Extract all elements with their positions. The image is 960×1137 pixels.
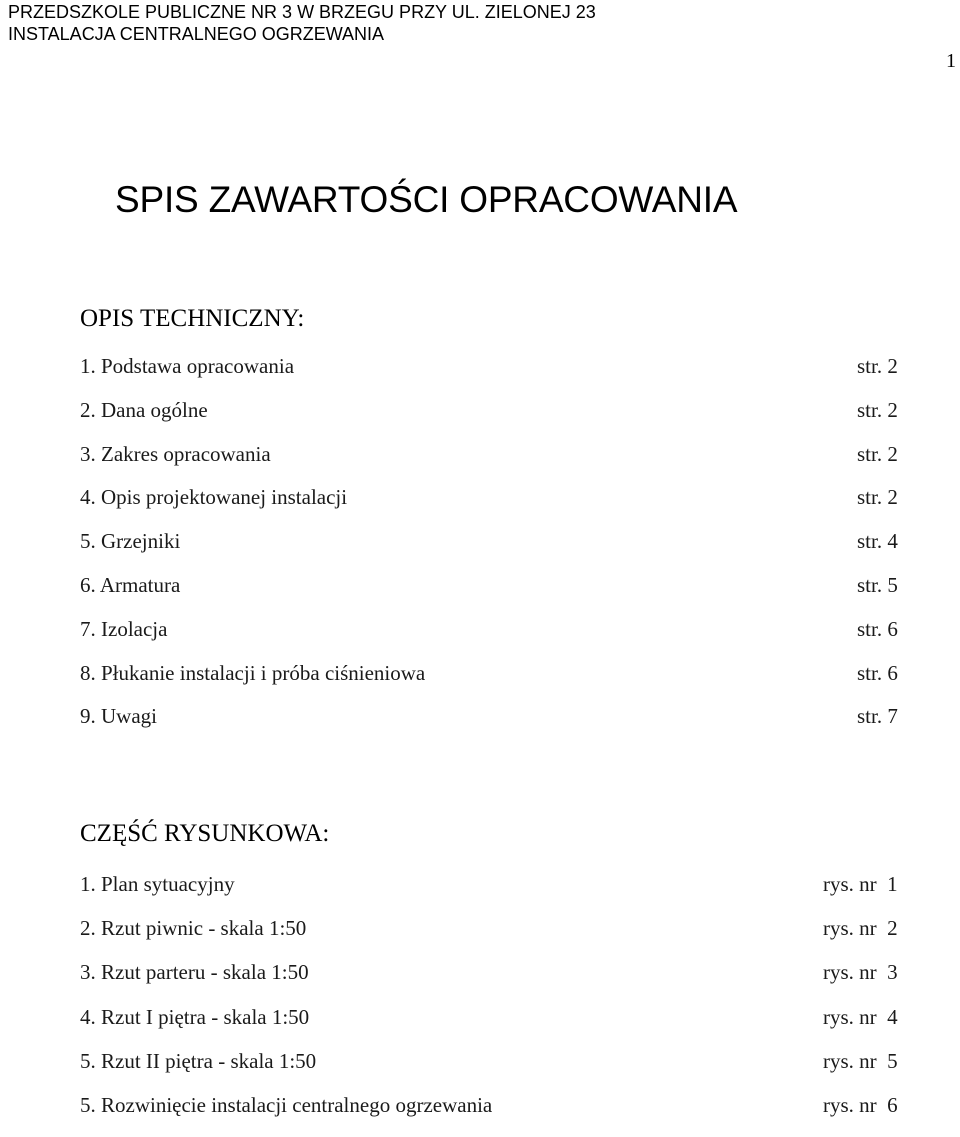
toc-item-drawing-number: rys. nr 6 bbox=[823, 1092, 898, 1117]
toc-item-label: 3. Rzut parteru - skala 1:50 bbox=[80, 960, 309, 985]
toc-row bbox=[80, 661, 912, 705]
toc-item-page: str. 2 bbox=[857, 441, 898, 466]
toc-item-label: 7. Izolacja bbox=[80, 616, 168, 641]
toc-row bbox=[80, 872, 912, 916]
toc-item-page: str. 5 bbox=[857, 572, 898, 597]
toc-item-label: 4. Opis projektowanej instalacji bbox=[80, 485, 348, 510]
toc-item-label: 9. Uwagi bbox=[80, 704, 157, 729]
toc-item-page: str. 4 bbox=[857, 529, 898, 554]
toc-item-label: 2. Rzut piwnic - skala 1:50 bbox=[80, 916, 307, 941]
toc-item-drawing-number: rys. nr 5 bbox=[823, 1048, 898, 1073]
document-header-line-1: PRZEDSZKOLE PUBLICZNE NR 3 W BRZEGU PRZY UL. ZIELONEJ 23 bbox=[8, 2, 596, 22]
toc-item-page: str. 7 bbox=[857, 704, 898, 729]
toc-row bbox=[80, 1093, 912, 1137]
drawings-heading: CZĘŚĆ RYSUNKOWA: bbox=[80, 820, 330, 847]
toc-item-label: 6. Armatura bbox=[80, 572, 181, 597]
toc-item-drawing-number: rys. nr 4 bbox=[823, 1004, 898, 1029]
technical-contents-list bbox=[80, 354, 912, 748]
toc-row bbox=[80, 485, 912, 529]
toc-row bbox=[80, 960, 912, 1004]
toc-item-drawing-number: rys. nr 2 bbox=[823, 916, 898, 941]
toc-row bbox=[80, 1049, 912, 1093]
toc-item-label: 5. Rozwinięcie instalacji centralnego ogrzewania bbox=[80, 1092, 493, 1117]
toc-item-page: str. 2 bbox=[857, 485, 898, 510]
toc-row bbox=[80, 354, 912, 398]
toc-item-label: 8. Płukanie instalacji i próba ciśnieniowa bbox=[80, 660, 426, 685]
toc-item-drawing-number: rys. nr 1 bbox=[823, 872, 898, 896]
toc-item-label: 5. Rzut II piętra - skala 1:50 bbox=[80, 1048, 317, 1073]
toc-row bbox=[80, 704, 912, 748]
toc-item-drawing-number: rys. nr 3 bbox=[823, 960, 898, 985]
toc-item-label: 3. Zakres opracowania bbox=[80, 441, 271, 466]
toc-item-label: 1. Plan sytuacyjny bbox=[80, 872, 235, 896]
document-title: SPIS ZAWARTOŚCI OPRACOWANIA bbox=[115, 179, 738, 220]
toc-row bbox=[80, 573, 912, 617]
toc-item-label: 2. Dana ogólne bbox=[80, 397, 208, 422]
toc-row bbox=[80, 529, 912, 573]
toc-row bbox=[80, 617, 912, 661]
toc-item-label: 4. Rzut I piętra - skala 1:50 bbox=[80, 1004, 310, 1029]
toc-row bbox=[80, 398, 912, 442]
toc-item-page: str. 2 bbox=[857, 397, 898, 422]
toc-item-page: str. 2 bbox=[857, 354, 898, 378]
document-header-line-2: INSTALACJA CENTRALNEGO OGRZEWANIA bbox=[8, 24, 385, 44]
toc-item-page: str. 6 bbox=[857, 616, 898, 641]
toc-item-label: 1. Podstawa opracowania bbox=[80, 354, 295, 378]
toc-row bbox=[80, 442, 912, 486]
technical-description-heading: OPIS TECHNICZNY: bbox=[80, 305, 305, 332]
toc-row bbox=[80, 916, 912, 960]
toc-item-label: 5. Grzejniki bbox=[80, 529, 181, 554]
drawings-contents-list bbox=[80, 872, 912, 1137]
toc-item-page: str. 6 bbox=[857, 660, 898, 685]
toc-row bbox=[80, 1005, 912, 1049]
page-number: 1 bbox=[946, 50, 956, 72]
